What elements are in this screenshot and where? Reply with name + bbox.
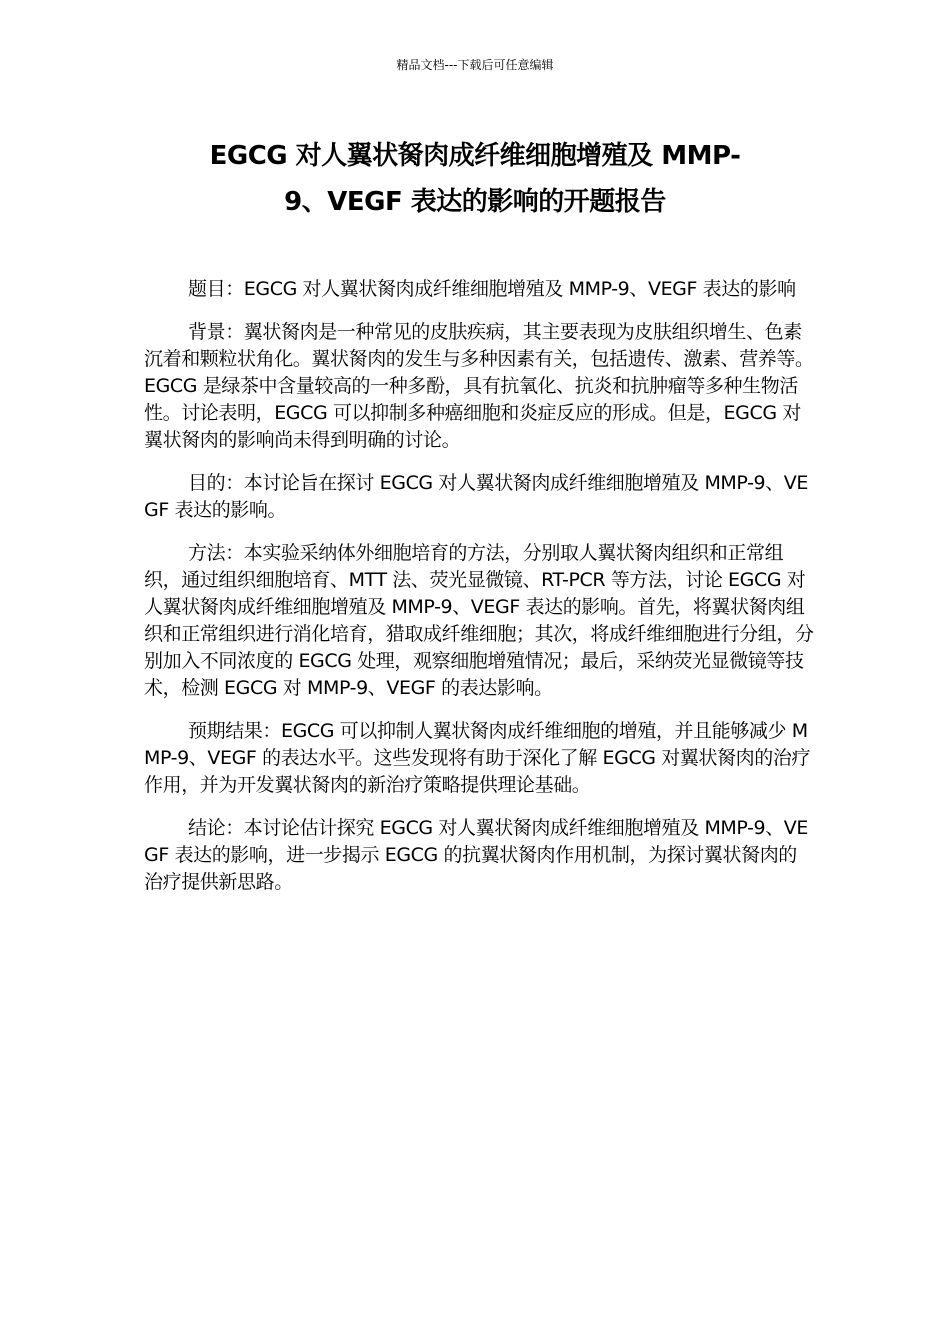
paragraph-conclusion: 结论：本讨论估计探究 EGCG 对人翼状胬肉成纤维细胞增殖及 MMP-9、VEGF 表达的影响，进一步揭示 EGCG 的抗翼状胬肉作用机制，为探讨翼状胬肉的治疗提供新思路。: [144, 817, 809, 893]
paragraph-expected-results: 预期结果：EGCG 可以抑制人翼状胬肉成纤维细胞的增殖，并且能够减少 MMP-9、VEGF 的表达水平。这些发现将有助于深化了解 EGCG 对翼状胬肉的治疗作用，并为开发翼状胬肉的新治疗策略提供理论基础。: [144, 720, 811, 796]
paragraph-topic: 题目：EGCG 对人翼状胬肉成纤维细胞增殖及 MMP-9、VEGF 表达的影响: [188, 278, 796, 300]
paragraph-method: 方法：本实验采纳体外细胞培育的方法，分别取人翼状胬肉组织和正常组织，通过组织细胞培育、MTT 法、荧光显微镜、RT-PCR 等方法，讨论 EGCG 对人翼状胬肉成纤维细胞增殖及 MMP-9、VEGF 表达的影响。首先，将翼状胬肉组织和正常组织进行消化培育，猎取成纤维细胞；其次，将成纤维细胞进行分组，分别加入不同浓度的 EGCG 处理，观察细胞增殖情况；最后，采纳荧光显微镜等技术，检测 EGCG 对 MMP-9、VEGF 的表达影响。: [144, 542, 814, 699]
paragraph-background: 背景：翼状胬肉是一种常见的皮肤疾病，其主要表现为皮肤组织增生、色素沉着和颗粒状角化。翼状胬肉的发生与多种因素有关，包括遗传、激素、营养等。EGCG 是绿茶中含量较高的一种多酚，具有抗氧化、抗炎和抗肿瘤等多种生物活性。讨论表明，EGCG 可以抑制多种癌细胞和炎症反应的形成。但是，EGCG 对翼状胬肉的影响尚未得到明确的讨论。: [144, 321, 814, 451]
title-line-1: EGCG 对人翼状胬肉成纤维细胞增殖及 MMP-: [209, 141, 741, 171]
title-line-2: 9、VEGF 表达的影响的开题报告: [284, 187, 666, 217]
page-header: 精品文档---下载后可任意编辑: [396, 58, 554, 72]
paragraph-purpose: 目的：本讨论旨在探讨 EGCG 对人翼状胬肉成纤维细胞增殖及 MMP-9、VEGF 表达的影响。: [144, 472, 809, 521]
document-title: [145, 134, 805, 225]
document-body: [144, 276, 814, 912]
